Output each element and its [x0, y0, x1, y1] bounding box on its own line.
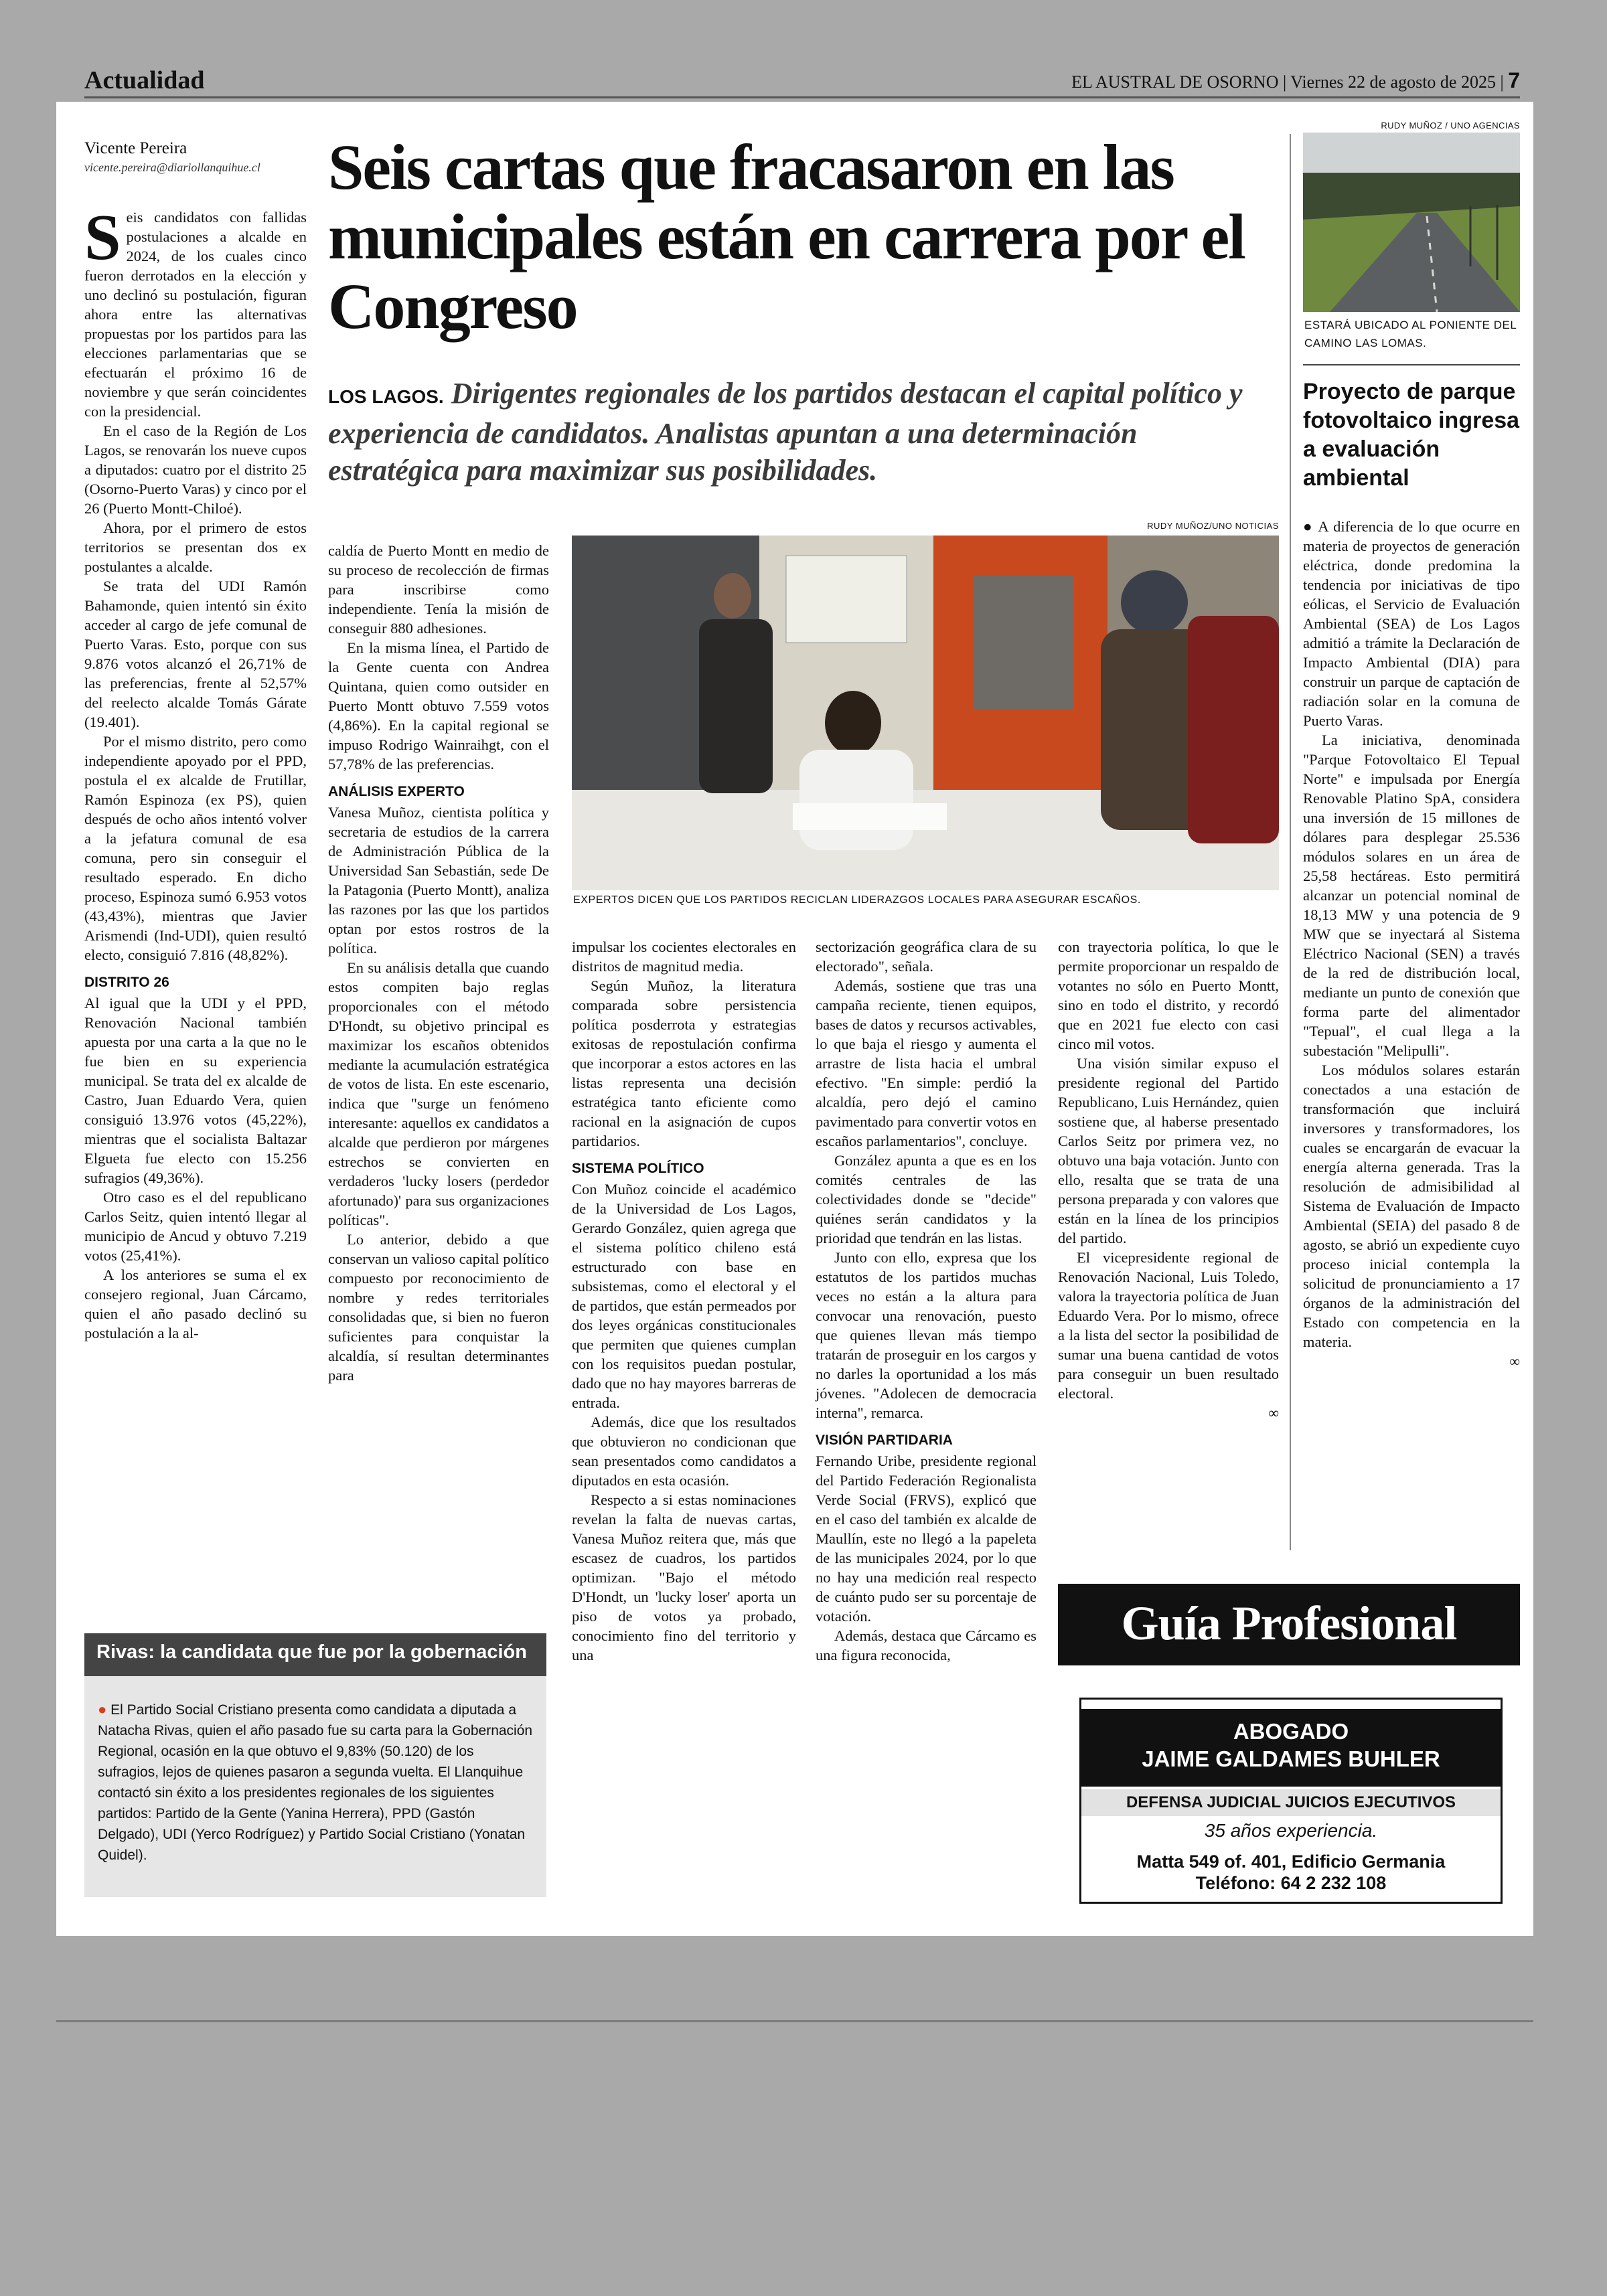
paragraph: Además, sostiene que tras una campaña reciente, tienen equipos, bases de datos y recursos activables, lo que baja el riesgo y aumenta el arrastre de lista hacia el umbral efectivo. "En simple: perdió la alcaldía, pero dejó el camino pavimentado para convertir votos en escaños parlamentarios", concluye. — [816, 977, 1037, 1149]
ad-contact — [1081, 1851, 1501, 1894]
paragraph: En la misma línea, el Partido de la Gente cuenta con Andrea Quintana, quien como outsider en Puerto Montt obtuvo 7.559 votos (4,86%). En la capital regional se impuso Rodrigo Wainraihgt, con el 57,78% de las preferencias. — [328, 639, 549, 772]
paragraph: A los anteriores se suma el ex consejero regional, Juan Cárcamo, quien el año pasado declinó su postulación a la al- — [84, 1266, 307, 1341]
paragraph: En el caso de la Región de Los Lagos, se renovarán los nueve cupos a diputados: cuatro por el distrito 25 (Osorno-Puerto Varas) y cinco por el 26 (Puerto Montt-Chiloé). — [84, 422, 307, 517]
paragraph: Al igual que la UDI y el PPD, Renovación Nacional también apuesta por una carta a la que no le fue bien en su experiencia municipal. Se trata del ex alcalde de Castro, Juan Eduardo Vera, quien consiguió 13.976 votos (45,22%), mientras que el socialista Baltazar Elgueta fue electo con 15.256 sufragios (49,36%). — [84, 995, 307, 1186]
photo-credit: RUDY MUÑOZ/UNO NOTICIAS — [1147, 521, 1279, 531]
bullet-dot-icon: ● — [1303, 518, 1318, 535]
issue-date: Viernes 22 de agosto de 2025 — [1290, 72, 1496, 92]
sidebar-box-text — [98, 1699, 533, 1866]
ad-service: DEFENSA JUDICIAL JUICIOS EJECUTIVOS — [1081, 1789, 1501, 1816]
photo-caption: ESTARÁ UBICADO AL PONIENTE DEL CAMINO LAS LOMAS. — [1304, 319, 1517, 349]
paragraph: A diferencia de lo que ocurre en materia de proyectos de generación eléctrica, donde predomina la tendencia por iniciativas de tipo eólicas, el Servicio de Evaluación Ambiental (SEA) de Los Lagos admitió a trámite la Declaración de Impacto Ambiental (DIA) para construir un parque de captación de radiación solar en la comuna de Puerto Varas. — [1303, 518, 1520, 729]
paragraph: Una visión similar expuso el presidente regional del Partido Republicano, Luis Hernández, quien sostiene que, al haberse presentado Carlos Seitz por primera vez, no obtuvo una baja votación. Junto con ello, resalta que se trata de una persona preparada y con valores que están en la línea de los principios del partido. — [1058, 1055, 1279, 1246]
newspaper-name: EL AUSTRAL DE OSORNO — [1071, 72, 1279, 92]
ad-header — [1081, 1709, 1501, 1787]
paragraph: Además, dice que los resultados que obtuvieron no condicionan que sean presentados como candidatos a diputados en esta ocasión. — [572, 1414, 796, 1489]
road-photo — [1303, 133, 1520, 312]
paragraph: Lo anterior, debido a que conservan un valioso capital político compuesto por reconocimiento de nombre y redes territoriales consolidadas que, si bien no fueron suficientes para conquistar la alcaldía, sí resultan determinantes para — [328, 1231, 549, 1384]
ad-title: ABOGADO — [1233, 1719, 1349, 1744]
paragraph: sectorización geográfica clara de su electorado", señala. — [816, 938, 1037, 975]
subheading: ANÁLISIS EXPERTO — [328, 784, 465, 799]
paragraph: Según Muñoz, la literatura comparada sobre persistencia política posderrota y estrategias exitosas de repostulación confirma que incorporar a estos actores en las listas representa una decisión estratégica tanto eficiente como racional en la asignación de cupos partidarios. — [572, 977, 796, 1149]
author-email: vicente.pereira@diariollanquihue.cl — [84, 161, 260, 174]
paragraph: Además, destaca que Cárcamo es una figura reconocida, — [816, 1627, 1037, 1663]
paragraph: Otro caso es el del republicano Carlos Seitz, quien intentó llegar al municipio de Ancud y obtuvo 7.219 votos (25,41%). — [84, 1189, 307, 1264]
subheading: DISTRITO 26 — [84, 975, 169, 990]
article-column-2 — [328, 541, 549, 1611]
paragraph: caldía de Puerto Montt en medio de su proceso de recolección de firmas para inscribirse como independiente. Tenía la misión de conseguir 880 adhesiones. — [328, 542, 549, 637]
lawyer-ad — [1079, 1698, 1503, 1904]
paragraph: Se trata del UDI Ramón Bahamonde, quien intentó sin éxito acceder al cargo de jefe comunal de Puerto Varas. Esto, porque con sus 9.876 votos alcanzó el 26,71% de las preferencias, frente al 52,57% del reelecto alcalde Tomás Gárate (19.401). — [84, 578, 307, 730]
byline — [84, 139, 305, 175]
paragraph: Respecto a si estas nominaciones revelan la falta de nuevas cartas, Vanesa Muñoz reitera que, más que escasez de cuadros, los partidos optimizan. "Bajo el método D'Hondt, un 'lucky loser' aporta un piso de votos ya probado, conocimiento fino del territorio y una — [572, 1491, 796, 1663]
sidebar-box-title: Rivas: la candidata que fue por la gobernación — [96, 1641, 527, 1663]
bottom-rule — [56, 2020, 1533, 2022]
bullet-dot-icon: ● — [98, 1701, 107, 1718]
photo-credit: RUDY MUÑOZ / UNO AGENCIAS — [1381, 120, 1520, 131]
article-column-3 — [572, 937, 796, 1894]
photo-caption: EXPERTOS DICEN QUE LOS PARTIDOS RECICLAN LIDERAZGOS LOCALES PARA ASEGURAR ESCAÑOS. — [573, 894, 1141, 906]
paragraph: Ahora, por el primero de estos territorios se presentan dos ex postulantes a alcalde. — [84, 519, 307, 575]
section-label: Actualidad — [84, 66, 205, 94]
masthead: EL AUSTRAL DE OSORNO | Viernes 22 de agosto de 2025 | 7 — [1071, 68, 1520, 92]
paragraph: La iniciativa, denominada "Parque Fotovoltaico El Tepual Norte" e impulsada por Energía Renovable Platino SpA, considera una inversión de 15 millones de dólares para desplegar 25.536 módulos solares en un área de 25,58 hectáreas. Esto permitirá alcanzar un potencial nominal de 18,13 MW y una potencia de 9 MW que se inyectará al Sistema Eléctrico Nacional (SEN) a través de la red de distribución local, mediante un punto de conexión que forma parte del alimentador "Tepual", el cual llega a la subestación "Melipulli". — [1303, 732, 1520, 1059]
classified-section-title: Guía Profesional — [1121, 1596, 1457, 1650]
side-article-body — [1303, 517, 1520, 1554]
paragraph: con trayectoria política, lo que le permite proporcionar un respaldo de votantes no sólo en Puerto Montt, sino en todo el distrito, y recordó que en 2021 fue electo con casi cinco mil votos. — [1058, 938, 1279, 1052]
drop-cap: S — [84, 201, 121, 274]
column-divider — [1290, 134, 1291, 1550]
sidebar-box-header — [84, 1633, 546, 1676]
subheading: VISIÓN PARTIDARIA — [816, 1432, 953, 1448]
ad-name: JAIME GALDAMES BUHLER — [1142, 1746, 1440, 1771]
paragraph: impulsar los cocientes electorales en distritos de magnitud media. — [572, 938, 796, 975]
paragraph: El vicepresidente regional de Renovación Nacional, Luis Toledo, valora la trayectoria política de Juan Eduardo Vera. Por lo mismo, ofrece a la lista del sector la posibilidad de sumar una buena cantidad de votos para conseguir un buen resultado electoral. — [1058, 1249, 1279, 1402]
lead-text: Dirigentes regionales de los partidos destacan el capital político y experiencia de candidatos. Analistas apuntan a una determinación estratégica para maximizar sus posibilidades. — [328, 377, 1243, 487]
author-name: Vicente Pereira — [84, 139, 187, 157]
paragraph: Con Muñoz coincide el académico de la Universidad de Los Lagos, Gerardo González, quien agrega que el sistema político chileno está estructurado con base en subsistemas, como el electoral y el de partidos, que están permeados por dos leyes orgánicas constitucionales que permiten que quienes cumplan con los requisitos puedan postular, dado que no hay mayores barreras de entrada. — [572, 1181, 796, 1411]
paragraph: Vanesa Muñoz, cientista política y secretaria de estudios de la carrera de Administración Pública de la Universidad San Sebastián, sede De la Patagonia (Puerto Montt), analiza las razones por las que los partidos optan por estos rostros de la política. — [328, 804, 549, 957]
paragraph: Por el mismo distrito, pero como independiente apoyado por el PPD, postula el ex alcalde de Frutillar, Ramón Espinoza (ex PS), quien después de ocho años intentó volver a la jefatura comunal de esa comuna, pero sin conseguir el resultado esperado. En dicho proceso, Espinoza sumó 6.953 votos (43,43%), mientras que Javier Arismendi (Ind-UDI), quien resultó electo, consiguió 7.816 (48,82%). — [84, 733, 307, 963]
voting-scene-illustration — [572, 536, 1279, 890]
paragraph: González apunta a que es en los comités centrales de las colectividades donde se "decide" quiénes serán candidatos y la prioridad que tendrán en las listas. — [816, 1152, 1037, 1246]
paragraph: Los módulos solares estarán conectados a una estación de transformación que incluirá inversores y transformadores, los cuales se encargarán de evacuar la energía alterna generada. Tras la resolución de admisibilidad al Sistema de Evaluación de Impacto Ambiental (SEIA) del pasado 8 de agosto, se abrió un expediente cuyo proceso inicial contempla la solicitud de pronunciamiento a 17 órganos de la administración del Estado con competencia en la materia. — [1303, 1062, 1520, 1350]
sidebar-box-paragraph: El Partido Social Cristiano presenta como candidata a diputada a Natacha Rivas, quien el año pasado fue su carta para la Gobernación Regional, ocasión en la que obtuvo el 9,83% (50.120) de los sufragios, lejos de quienes pasaron a segunda vuelta. El Llanquihue contactó sin éxito a los presidentes regionales de los siguientes partidos: Partido de la Gente (Yanina Herrera), PPD (Gastón Delgado), UDI (Yerco Rodríguez) y Partido Social Cristiano (Yonatan Quidel). — [98, 1702, 533, 1863]
headline: Seis cartas que fracasaron en las municipales están en carrera por el Congreso — [328, 131, 1245, 342]
paragraph: eis candidatos con fallidas postulaciones a alcalde en 2024, de los cuales cinco fueron derrotados en la elección y uno declinó su postulación, figuran ahora entre las alternativas propuestas por los partidos para las elecciones parlamentarias que se efectuarán el próximo 16 de noviembre y que serán coincidentes con la presidencial. — [84, 209, 307, 420]
end-of-article-icon: ∞ — [1509, 1353, 1520, 1370]
paragraph: Junto con ello, expresa que los estatutos de los partidos muchas veces no están a la altura para convocar una renovación, puesto que quienes llevan más tiempo tratarán de proseguir en los cargos y no darles la oportunidad a los más jóvenes. "Adolecen de democracia interna", remarca. — [816, 1249, 1037, 1421]
end-of-article-icon: ∞ — [1268, 1404, 1279, 1421]
article-photo — [572, 536, 1279, 890]
side-article-title: Proyecto de parque fotovoltaico ingresa a evaluación ambiental — [1303, 379, 1520, 491]
paragraph: En su análisis detalla que cuando estos compiten bajo reglas proporcionales con el método D'Hondt, su objetivo principal es maximizar los escaños obtenidos mediante la acumulación estratégica de votos de lista. En este escenario, indica que "surge un fenómeno interesante: aquellos ex candidatos a alcalde que perdieron por márgenes estrechos se convierten en verdaderos 'lucky losers (perdedor afortunado)' para sus organizaciones políticas". — [328, 959, 549, 1228]
road-landscape-illustration — [1303, 133, 1520, 312]
ad-phone: Teléfono: 64 2 232 108 — [1195, 1873, 1387, 1893]
ad-address: Matta 549 of. 401, Edificio Germania — [1136, 1852, 1446, 1872]
classified-section-banner — [1058, 1584, 1520, 1665]
lead-kicker: LOS LAGOS. — [328, 386, 444, 407]
page-number: 7 — [1508, 68, 1520, 92]
article-column-1 — [84, 201, 307, 1593]
paragraph: Fernando Uribe, presidente regional del Partido Federación Regionalista Verde Social (FRVS), explicó que en el caso del también ex alcalde de Maullín, este no llegó a la papeleta de las municipales 2024, por lo que no hay una medición real respecto de cuánto pudo ser su porcentaje de votación. — [816, 1453, 1037, 1625]
page-header — [84, 64, 1520, 98]
divider — [1303, 364, 1520, 365]
lead-paragraph — [328, 375, 1266, 489]
ad-experience: 35 años experiencia. — [1204, 1820, 1378, 1841]
article-column-4 — [816, 937, 1037, 1894]
subheading: SISTEMA POLÍTICO — [572, 1161, 704, 1176]
